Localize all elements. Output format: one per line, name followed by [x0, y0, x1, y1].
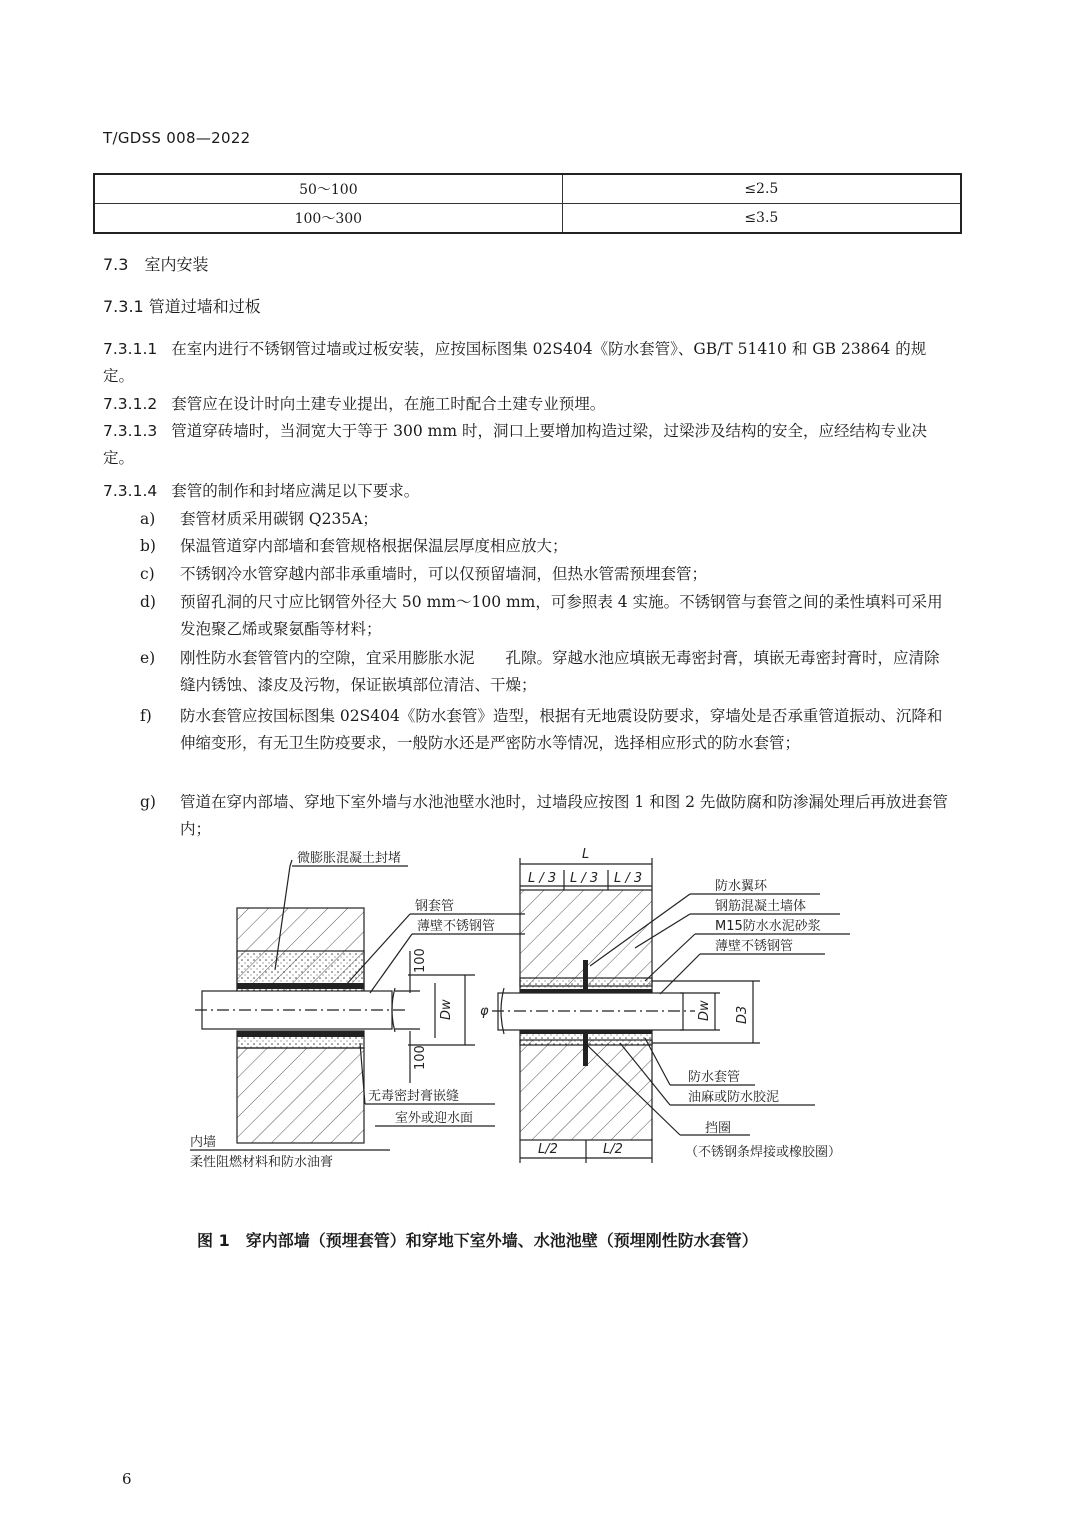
- figure-label: 无毒密封膏嵌缝: [368, 1089, 460, 1104]
- list-label: g): [140, 793, 156, 811]
- dim-label: Dw: [439, 999, 454, 1020]
- clause-number: 7.3.1.3: [103, 422, 158, 440]
- paragraph: [103, 391, 948, 418]
- tolerance-table: [93, 173, 962, 234]
- list-text: 预留孔洞的尺寸应比钢管外径大 50 mm～100 mm，可参照表 4 实施。不锈钢管与套管之间的柔性填料可采用发泡聚乙烯或聚氨酯等材料；: [180, 593, 943, 638]
- list-item: [140, 506, 950, 533]
- figure-label: 钢筋混凝土墙体: [715, 899, 807, 914]
- right-detail: [492, 847, 850, 1163]
- list-item: [140, 533, 950, 560]
- clause-number: 7.3.1.2: [103, 395, 158, 413]
- clause-text: 在室内进行不锈钢管过墙或过板安装，应按国标图集 02S404《防水套管》、GB/T 51410 和 GB 23864 的规定。: [103, 340, 927, 385]
- dim-label: L: [582, 847, 590, 862]
- leader-line: [660, 954, 700, 994]
- wing-ring-top: [583, 960, 588, 990]
- figure-label: 挡圈: [705, 1121, 732, 1136]
- figure-label: 微膨胀混凝土封堵: [297, 851, 402, 866]
- figure-caption: 图 1 穿内部墙（预埋套管）和穿地下室外墙、水池池壁（预埋刚性防水套管）: [197, 1231, 758, 1250]
- dim-label: D3: [735, 1005, 750, 1024]
- list-item: [140, 561, 950, 588]
- wing-ring-bottom: [583, 1034, 588, 1066]
- list-item: [140, 789, 950, 843]
- figure-label: 油麻或防水胶泥: [688, 1090, 780, 1105]
- page-number: 6: [122, 1470, 132, 1488]
- figure-label: 薄壁不锈钢管: [417, 919, 496, 934]
- clause-text: 管道穿砖墙时，当洞宽大于等于 300 mm 时，洞口上要增加构造过梁，过梁涉及结构的安全，应经结构专业决定。: [103, 422, 927, 467]
- dim-label: L / 3: [528, 871, 557, 886]
- figure-label: 防水套管: [688, 1070, 741, 1085]
- list-text: 不锈钢冷水管穿越内部非承重墙时，可以仅预留墙洞，但热水管需预埋套管；: [180, 565, 708, 583]
- dim-label: L/2: [538, 1142, 558, 1157]
- figure-label: （不锈钢条焊接或橡胶圈）: [685, 1145, 842, 1160]
- list-label: a): [140, 510, 156, 528]
- table-cell: ≤3.5: [562, 204, 961, 234]
- clause-number: 7.3.1.4: [103, 482, 158, 500]
- dim-label: 100: [413, 948, 428, 973]
- dim-label: L / 3: [614, 871, 643, 886]
- list-text: 套管材质采用碳钢 Q235A；: [180, 510, 378, 528]
- list-text: 防水套管应按国标图集 02S404《防水套管》造型，根据有无地震设防要求，穿墙处是否承重管道振动、沉降和伸缩变形，有无卫生防疫要求，一般防水还是严密防水等情况，选择相应形式的防水套管；: [180, 707, 943, 752]
- left-detail: [190, 850, 525, 1170]
- table-row: [94, 174, 961, 204]
- paragraph: [103, 478, 948, 505]
- table-cell: 100～300: [94, 204, 562, 234]
- list-label: d): [140, 593, 156, 611]
- list-label: b): [140, 537, 156, 555]
- figure-label: 防水翼环: [715, 879, 768, 894]
- dim-label: φ: [480, 1004, 489, 1019]
- dim-label: 100: [413, 1045, 428, 1070]
- section-heading-7-3: 7.3 室内安装: [103, 255, 209, 274]
- dim-label: L/2: [603, 1142, 623, 1157]
- section-heading-7-3-1: 7.3.1 管道过墙和过板: [103, 297, 261, 316]
- list-text: 保温管道穿内部墙和套管规格根据保温层厚度相应放大；: [180, 537, 568, 555]
- steel-sleeve-top: [237, 983, 364, 989]
- clause-text: 套管的制作和封堵应满足以下要求。: [171, 482, 420, 500]
- figure-label: 室外或迎水面: [395, 1111, 474, 1126]
- inner-wall-bottom: [237, 1048, 364, 1143]
- figure-label: 柔性阻燃材料和防水油膏: [190, 1155, 334, 1170]
- list-item: [140, 703, 950, 757]
- stainless-pipe-left: [202, 991, 392, 1029]
- list-text: 管道在穿内部墙、穿地下室外墙与水池池壁水池时，过墙段应按图 1 和图 2 先做防腐和防渗漏处理后再放进套管内；: [180, 793, 948, 838]
- list-item: [140, 645, 950, 699]
- table-cell: ≤2.5: [562, 174, 961, 204]
- dim-label: Dw: [697, 1000, 712, 1021]
- paragraph: [103, 336, 948, 390]
- table-row: [94, 204, 961, 234]
- steel-sleeve-bottom: [237, 1031, 364, 1037]
- list-item: [140, 589, 950, 643]
- list-label: f): [140, 707, 152, 725]
- paragraph: [103, 418, 948, 472]
- list-text: 刚性防水套管管内的空隙，宜采用膨胀水泥 孔隙。穿越水池应填嵌无毒密封膏，填嵌无毒密封膏时，应清除缝内锈蚀、漆皮及污物，保证嵌填部位清洁、干燥；: [180, 649, 940, 694]
- figure-label: M15防水水泥砂浆: [715, 919, 821, 934]
- figure-label: 内墙: [190, 1135, 217, 1150]
- document-header: T/GDSS 008—2022: [103, 129, 251, 147]
- sleeve-installation-figure: [180, 838, 910, 1183]
- clause-number: 7.3.1.1: [103, 340, 158, 358]
- clause-text: 套管应在设计时向土建专业提出，在施工时配合土建专业预埋。: [171, 395, 606, 413]
- leader-line: [370, 934, 412, 993]
- list-label: c): [140, 565, 155, 583]
- list-label: e): [140, 649, 156, 667]
- figure-label: 钢套管: [415, 899, 455, 914]
- dim-label: L / 3: [570, 871, 599, 886]
- table-cell: 50～100: [94, 174, 562, 204]
- figure-label: 薄壁不锈钢管: [715, 939, 794, 954]
